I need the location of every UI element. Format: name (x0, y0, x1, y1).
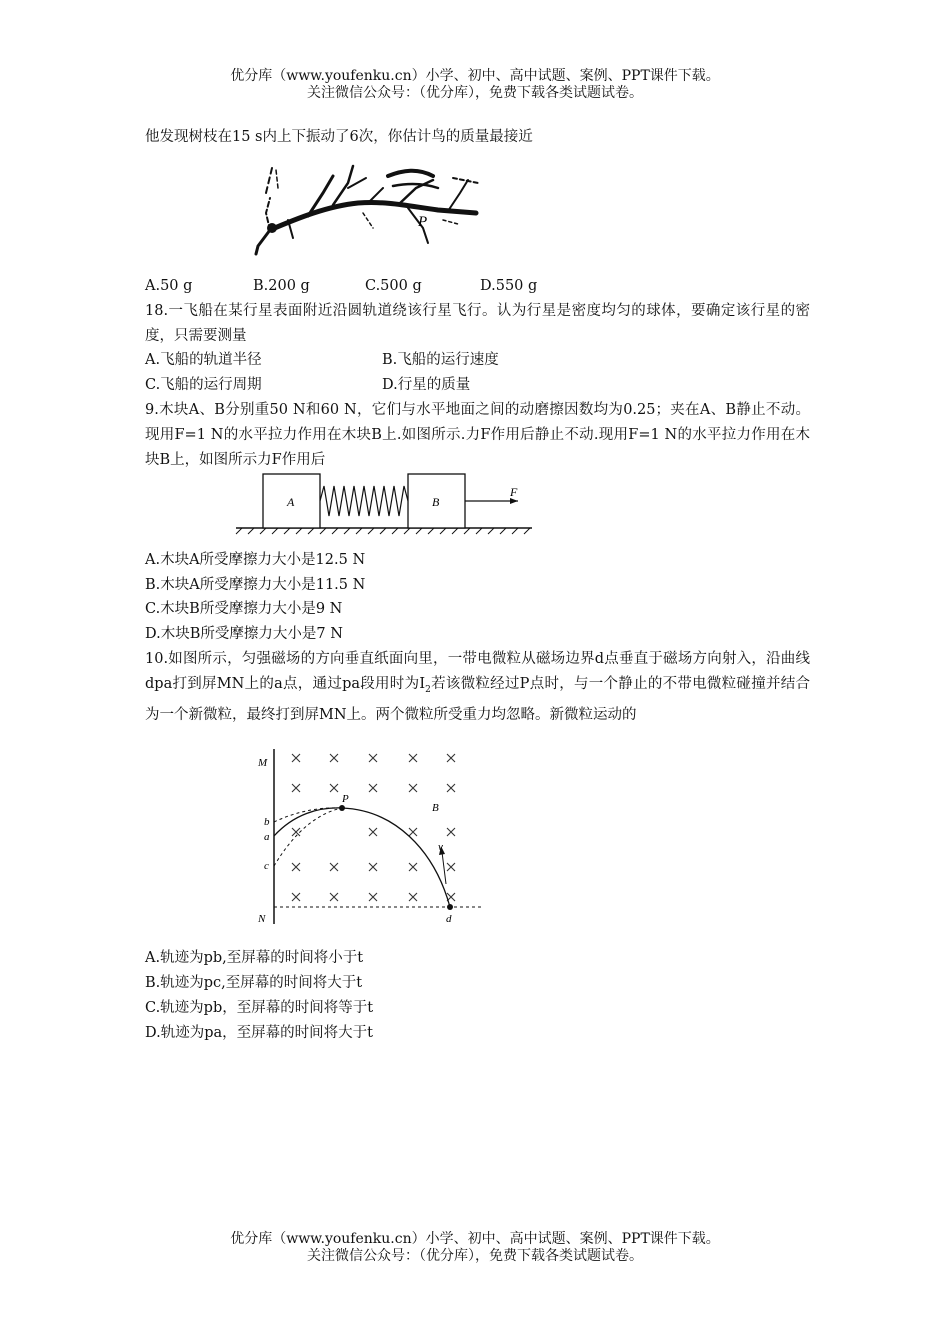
q9-option-a: A.木块A所受摩擦力大小是12.5 N (145, 552, 366, 568)
point-p (339, 805, 345, 811)
field-crosses (292, 754, 455, 901)
label-a: a (264, 831, 270, 843)
magnetic-field-figure (254, 744, 494, 930)
block-b-label: B (432, 495, 440, 509)
page-header (0, 68, 950, 102)
header-line-1: 优分库（www.youfenku.cn）小学、初中、高中试题、案例、PPT课件下载。 (230, 68, 720, 84)
spring (320, 486, 408, 516)
branch-label-p: P (418, 214, 428, 230)
q10-option-c: C.轨迹为pb，至屏幕的时间将等于t (145, 1000, 374, 1016)
blocks-figure (234, 470, 534, 536)
q9-option-c: C.木块B所受摩擦力大小是9 N (145, 601, 343, 617)
header-line-2: 关注微信公众号：（优分库），免费下载各类试题试卷。 (307, 85, 643, 101)
q18-option-b: B.飞船的运行速度 (382, 352, 499, 368)
branch-main (270, 203, 476, 230)
q9-option-b: B.木块A所受摩擦力大小是11.5 N (145, 577, 366, 593)
footer-line-1: 优分库（www.youfenku.cn）小学、初中、高中试题、案例、PPT课件下载。 (230, 1231, 720, 1247)
q10-stem-sub: 2 (425, 684, 431, 695)
q10-option-b: B.轨迹为pc,至屏幕的时间将大于t (145, 975, 363, 991)
page-footer (0, 1231, 950, 1265)
label-n: N (258, 913, 266, 925)
footer-line-2: 关注微信公众号：（优分库），免费下载各类试题试卷。 (307, 1248, 643, 1264)
q-bird-option-d: D.550 g (480, 278, 538, 294)
q10-option-d: D.轨迹为pa，至屏幕的时间将大于t (145, 1025, 373, 1041)
q-bird-stem: 他发现树枝在15 s内上下振动了6次，你估计鸟的质量最接近 (145, 129, 533, 145)
label-p: P (342, 793, 349, 805)
label-b: b (264, 816, 270, 828)
branch-figure (248, 158, 488, 258)
point-d (447, 904, 453, 910)
trajectory-pc (274, 808, 342, 866)
block-a-label: A (287, 495, 295, 509)
label-m: M (258, 757, 268, 769)
q18-option-a: A.飞船的轨道半径 (145, 352, 262, 368)
q10-stem-part2: 若该微粒经过P点时，与一个静止的不带电微粒碰撞并结合为一个新微粒，最终打到屏MN上。两个微粒所受重力均忽略。新微粒运动的 (145, 676, 810, 723)
q18-stem: 18.一飞船在某行星表面附近沿圆轨道绕该行星飞行。认为行星是密度均匀的球体，要确定该行星的密度，只需要测量 (145, 303, 810, 344)
q9-stem: 9.木块A、B分别重50 N和60 N，它们与水平地面之间的动磨擦因数均为0.25；夹在A、B静止不动。现用F=1 N的水平拉力作用在木块B上.如图所示.力F作用后静止不动.现用F=1 N的水平拉力作用在木块B上，如图所示力F作用后 (145, 402, 810, 468)
q-bird-option-a: A.50 g (145, 278, 193, 294)
trajectory-pb (274, 808, 342, 822)
q9-option-d: D.木块B所受摩擦力大小是7 N (145, 626, 343, 642)
force-label: F (510, 485, 518, 499)
label-c: c (264, 860, 269, 872)
q10-stem (145, 647, 810, 728)
trajectory-dpa (274, 808, 450, 907)
branch-knot (267, 223, 277, 233)
q10-stem-part1: 10.如图所示，匀强磁场的方向垂直纸面向里，一带电微粒从磁场边界d点垂直于磁场方向射入，沿曲线dpa打到屏MN上的a点，通过pa段用时为I (145, 651, 810, 692)
q18-option-d: D.行星的质量 (382, 377, 471, 393)
q-bird-options (145, 276, 537, 296)
q10-option-a: A.轨迹为pb,至屏幕的时间将小于t (145, 950, 364, 966)
label-d: d (446, 913, 452, 925)
q-bird-option-b: B.200 g (253, 278, 310, 294)
q18-option-c: C.飞船的运行周期 (145, 377, 262, 393)
q-bird-option-c: C.500 g (365, 278, 422, 294)
velocity-arrow (442, 852, 446, 884)
label-b-field: B (432, 802, 439, 814)
label-v: v (438, 841, 443, 853)
